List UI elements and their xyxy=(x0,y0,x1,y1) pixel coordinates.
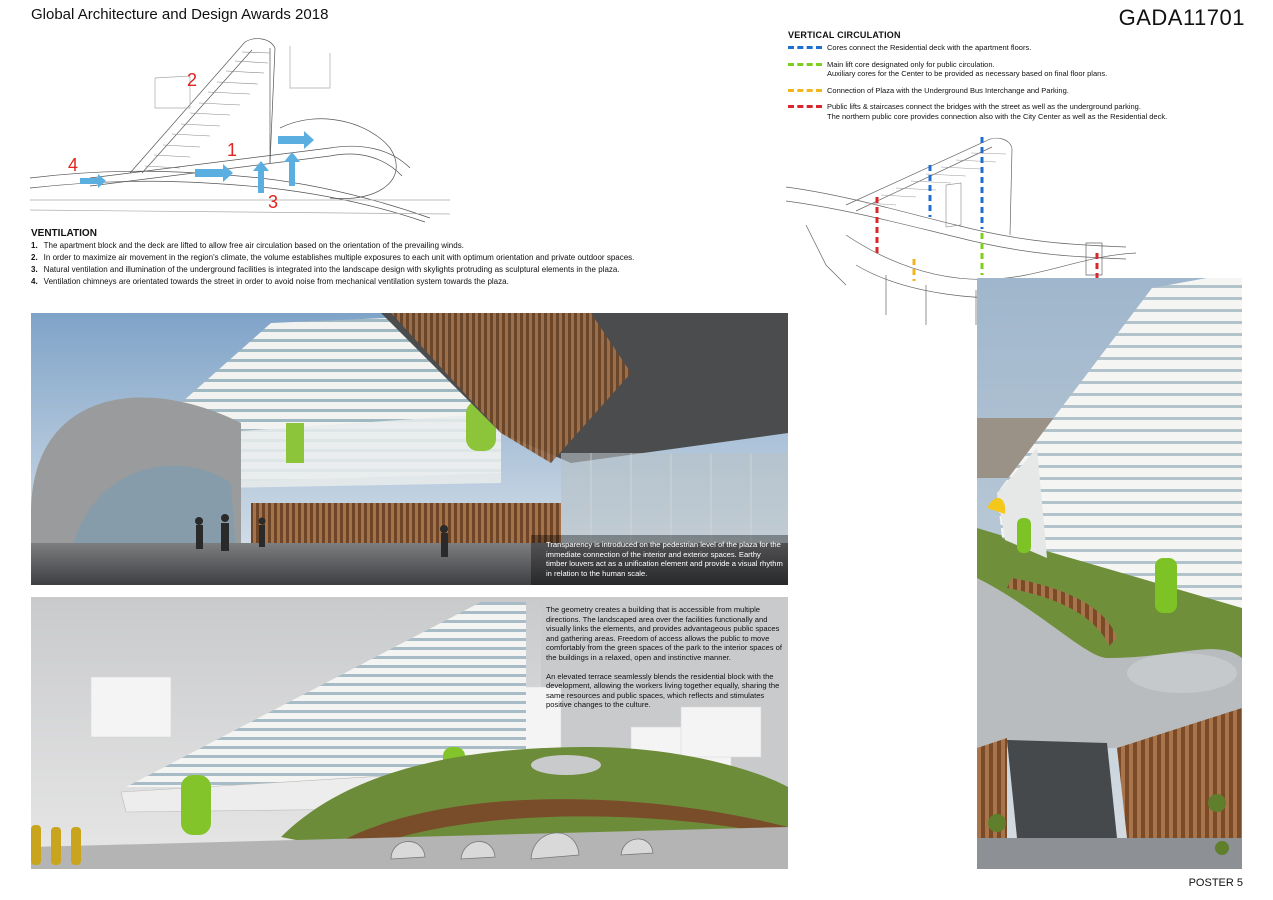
legend-text: Connection of Plaza with the Underground Bus Interchange and Parking. xyxy=(827,85,1069,95)
circulation-heading: VERTICAL CIRCULATION xyxy=(788,30,901,40)
legend-row-green xyxy=(788,60,1248,79)
plaza-caption: Transparency is introduced on the pedestrian level of the plaza for the immediate connection of the interior and exterior spaces. Earthy timber louvers act as a unification element and provide a visual rhythm in relation to the human scale. xyxy=(546,540,783,578)
vent-marker-2: 2 xyxy=(187,70,198,90)
ventilation-item: 1. The apartment block and the deck are lifted to allow free air circulation based on the orientation of the prevailing winds. xyxy=(31,241,464,250)
legend-text: Main lift core designated only for public circulation. xyxy=(827,59,995,69)
ventilation-list xyxy=(31,240,751,288)
poster-title: Global Architecture and Design Awards 2018 xyxy=(31,6,329,23)
geometry-caption-paragraph: The geometry creates a building that is accessible from multiple directions. The landscaped area over the facilities functionally and visually links the elements, and provides advantageous public spaces and gathering areas. Freedom of access allows the public to move comfortably from the green spaces of the park to the interior spaces of the buildings in a relaxed, open and instinctive manner. xyxy=(546,605,782,662)
dashed-line-green xyxy=(788,63,822,66)
ventilation-item: 2. In order to maximize air movement in the region's climate, the volume establishes multiple exposures to each unit with optimum orientation and private outdoor spaces. xyxy=(31,253,635,262)
dashed-line-red xyxy=(788,105,822,108)
legend-row-yellow xyxy=(788,86,1248,96)
poster-code: GADA11701 xyxy=(1118,5,1245,30)
ventilation-heading: VENTILATION xyxy=(31,228,97,239)
legend-text: The northern public core provides connection also with the City Center as well as the Residential deck. xyxy=(827,111,1168,121)
vent-marker-1: 1 xyxy=(227,140,238,160)
legend-row-blue xyxy=(788,43,1248,53)
dashed-line-yellow xyxy=(788,89,822,92)
airflow-arrow xyxy=(195,164,233,182)
airflow-arrow xyxy=(284,152,300,186)
legend-text: Auxiliary cores for the Center to be provided as necessary based on final floor plans. xyxy=(827,69,1108,78)
circulation-legend xyxy=(788,43,1248,128)
legend-text: Cores connect the Residential deck with the apartment floors. xyxy=(827,43,1032,52)
dashed-line-blue xyxy=(788,46,822,49)
legend-text: Public lifts & staircases connect the bridges with the street as well as the underground parking. xyxy=(827,102,1141,111)
airflow-arrow xyxy=(253,161,269,193)
airflow-arrow xyxy=(278,131,314,149)
ventilation-item: 4. Ventilation chimneys are orientated towards the street in order to avoid noise from mechanical ventilation system towards the plaza. xyxy=(31,277,509,286)
vent-marker-4: 4 xyxy=(68,155,79,175)
aerial-rendering xyxy=(977,278,1242,869)
poster-number: POSTER 5 xyxy=(1188,877,1243,889)
legend-row-red xyxy=(788,102,1248,121)
geometry-caption xyxy=(546,605,782,710)
geometry-caption-paragraph: An elevated terrace seamlessly blends the residential block with the development, allowing the workers living together equally, sharing the same resources and public spaces, which reflects and stimulates positive changes to the culture. xyxy=(546,671,780,710)
ventilation-item: 3. Natural ventilation and illumination of the underground facilities is integrated into the landscape design with skylights protruding as sculptural elements in the plaza. xyxy=(31,265,620,274)
ventilation-diagram xyxy=(30,28,450,224)
vent-marker-3: 3 xyxy=(268,192,279,212)
